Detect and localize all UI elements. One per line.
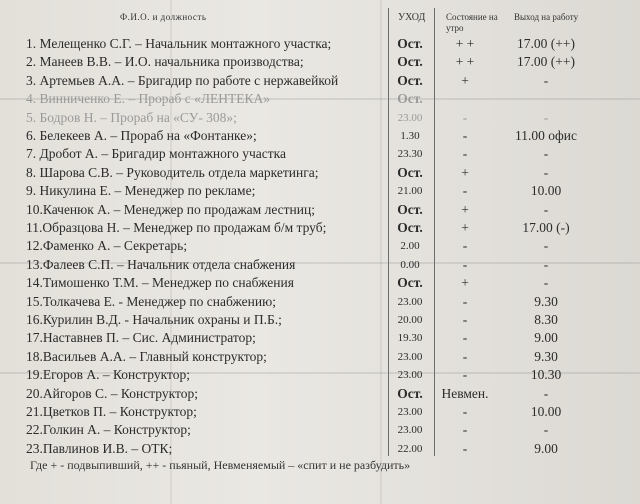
morning-state-cell: - [462,404,468,419]
departure-cell: 21.00 [397,185,423,198]
header-fio: Ф.И.О. и должность [120,12,207,22]
morning-state-cell: - [462,293,468,309]
table-row [0,36,640,56]
employee-name: 14.Тимошенко Т.М. – Менеджер по снабжения [26,275,294,291]
return-cell: 8.30 [534,312,558,327]
morning-state-cell: + + [455,54,475,70]
table-row [0,220,640,240]
departure-cell: 1.30 [400,130,420,142]
departure-cell: 23.30 [397,148,423,161]
departure-cell: Ост. [397,220,423,235]
employee-name: 6. Белекеев А. – Прораб на «Фонтанке»; [26,128,257,143]
return-cell: 9.00 [534,330,558,346]
table-row [0,238,640,258]
employee-name: 11.Образцова Н. – Менеджер по продажам б/м труб; [26,220,327,235]
employee-name: 3. Артемьев А.А. – Бригадир по работе с нержавейкой [26,72,339,88]
morning-state-cell: + [461,220,469,235]
departure-cell: Ост. [397,164,423,180]
employee-name: 12.Фаменко А. – Секретарь; [26,238,188,254]
morning-state-cell: - [462,109,468,125]
departure-cell: Ост. [397,275,423,291]
departure-cell: Ост. [397,91,423,107]
header-sostoyanie: Состояние на утро [446,12,498,33]
return-cell: 17.00 (++) [517,54,575,70]
employee-name: 7. Дробот А. – Бригадир монтажного участка [26,146,286,162]
morning-state-cell: - [462,146,468,162]
departure-cell: Ост. [397,36,423,51]
table-row [0,312,640,332]
return-cell: - [543,422,549,438]
header-uhod: УХОД [398,12,426,23]
return-cell: 9.30 [534,293,558,309]
departure-cell: 23.00 [397,406,423,418]
employee-name: 4. Винниченко Е. – Прораб с «ЛЕНТЕКА» [26,91,271,107]
morning-state-cell: + [461,275,469,291]
morning-state-cell: + + [455,36,475,51]
employee-name: 19.Егоров А. – Конструктор; [26,367,190,383]
morning-state-cell: - [462,312,468,327]
departure-cell: Ост. [397,201,423,217]
table-row [0,257,640,277]
table-row [0,367,640,387]
employee-name: 9. Никулина Е. – Менеджер по рекламе; [26,183,256,199]
morning-state-cell: - [462,256,468,272]
morning-state-cell: - [462,440,468,456]
morning-state-cell: - [462,183,468,199]
departure-cell: 23.00 [397,295,423,308]
return-cell: - [543,385,549,401]
table-row [0,294,640,314]
legend-footer: Где + - подвыпивший, ++ - пьяный, Невменяемый – «спит и не разбудить» [30,458,411,472]
return-cell: 17.00 (++) [517,36,575,51]
table-row [0,146,640,166]
departure-cell: 23.00 [397,369,423,382]
return-cell: 10.30 [530,367,562,383]
departure-cell: 23.00 [397,424,423,437]
morning-state-cell: - [462,330,468,346]
return-cell: - [543,201,549,217]
table-row [0,386,640,406]
return-cell: - [543,238,549,254]
departure-cell: 2.00 [400,240,420,253]
table-row [0,202,640,222]
morning-state-cell: - [462,422,468,438]
departure-cell: 19.30 [397,332,423,345]
employee-name: 13.Фалеев С.П. – Начальник отдела снабжения [26,256,296,272]
morning-state-cell: Невмен. [441,385,489,401]
table-row [0,422,640,442]
table-row [0,73,640,93]
departure-cell: Ост. [397,385,423,401]
departure-cell: 22.00 [397,442,423,455]
return-cell: 9.00 [534,440,558,456]
employee-name: 15.Толкачева Е. - Менеджер по снабжению; [26,293,276,309]
employee-name: 16.Курилин В.Д. - Начальник охраны и П.Б.; [26,312,282,327]
morning-state-cell: + [461,201,469,217]
return-cell: - [543,256,549,272]
employee-name: 20.Айгоров С. – Конструктор; [26,385,198,401]
morning-state-cell: + [461,72,469,88]
return-cell: - [543,72,549,88]
departure-cell: Ост. [397,72,423,88]
employee-name: 10.Каченюк А. – Менеджер по продажам лестниц; [26,201,315,217]
header-vyhod: Выход на работу [514,12,579,22]
employee-name: 17.Наставнев П. – Сис. Администратор; [26,330,256,346]
employee-name: 21.Цветков П. – Конструктор; [26,404,197,419]
employee-name: 2. Манеев В.В. – И.О. начальника производства; [26,54,304,70]
morning-state-cell: + [461,164,469,180]
table-row [0,349,640,369]
return-cell: - [543,109,549,125]
table-row [0,110,640,130]
employee-name: 18.Васильев А.А. – Главный конструктор; [26,348,267,364]
table-row [0,183,640,203]
return-cell: - [543,146,549,162]
morning-state-cell: - [462,238,468,254]
table-row [0,91,640,111]
employee-name: 8. Шарова С.В. – Руководитель отдела маркетинга; [26,164,319,180]
departure-cell: 23.00 [397,350,423,363]
table-row [0,404,640,424]
table-row [0,128,640,148]
employee-name: 23.Павлинов И.В. – ОТК; [26,440,173,456]
return-cell: - [543,164,549,180]
table-row [0,54,640,74]
departure-cell: 20.00 [397,314,423,326]
table-row [0,165,640,185]
employee-name: 5. Бодров Н. – Прораб на «СУ- 308»; [26,109,237,125]
morning-state-cell: - [462,128,468,143]
morning-state-cell: - [462,348,468,364]
return-cell: 10.00 [530,183,562,199]
departure-cell: 0.00 [400,258,420,271]
return-cell: 11.00 офис [515,128,577,143]
departure-cell: Ост. [397,54,423,70]
employee-name: 22.Голкин А. – Конструктор; [26,422,191,438]
return-cell: 9.30 [534,348,558,364]
return-cell: - [543,275,549,291]
table-row [0,330,640,350]
employee-name: 1. Мелещенко С.Г. – Начальник монтажного участка; [26,36,332,51]
return-cell: 10.00 [530,404,562,419]
departure-cell: 23.00 [397,111,423,124]
return-cell: 17.00 (-) [522,220,570,235]
table-row [0,275,640,295]
morning-state-cell: - [462,367,468,383]
